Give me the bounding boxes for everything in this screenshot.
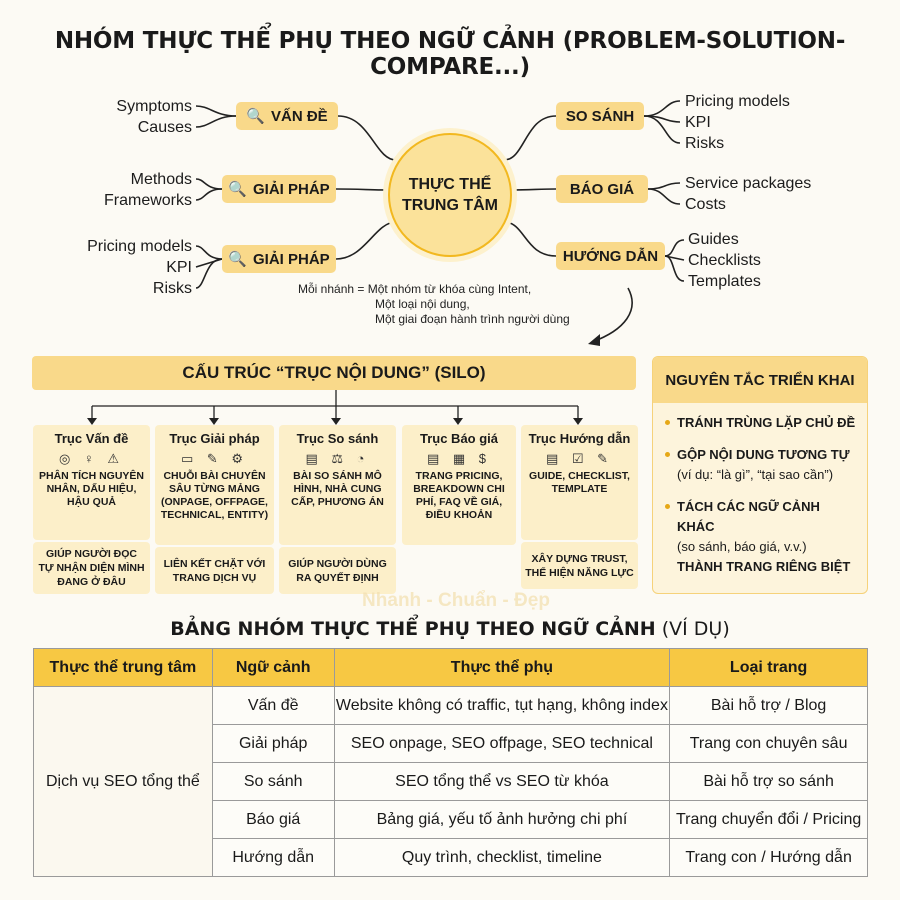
branch-compare — [556, 102, 644, 130]
silo-column-title: Trục Hướng dẫn — [528, 431, 631, 446]
silo-column-desc: GUIDE, CHECKLIST, TEMPLATE — [529, 470, 630, 495]
leaf-methods: Methods — [130, 171, 192, 188]
silo-column-guide — [521, 425, 638, 540]
page-title: NHÓM THỰC THỂ PHỤ THEO NGỮ CẢNH (PROBLEM-SOLUTION-COMPARE...) — [54, 28, 846, 80]
col-header-sub-entity: Thực thể phụ — [334, 649, 670, 687]
table-row: Hướng dẫn Quy trình, checklist, timeline Trang con / Hướng dẫn — [34, 839, 868, 877]
col-header-page-type: Loại trang — [670, 649, 868, 687]
col-header-central: Thực thể trung tâm — [34, 649, 213, 687]
note-line-3: Một giai đoạn hành trình người dùng — [375, 312, 570, 326]
branch-pricing-label: BÁO GIÁ — [569, 180, 635, 198]
silo-column-desc: PHÂN TÍCH NGUYÊN NHÂN, DẤU HIỆU, HẬU QUẢ — [38, 470, 144, 508]
branch-solution-2-label: GIẢI PHÁP — [253, 250, 330, 268]
search-icon: 🔍 — [228, 181, 247, 198]
table-title: BẢNG NHÓM THỰC THỂ PHỤ THEO NGỮ CẢNH (VÍ DỤ) — [170, 618, 730, 640]
leaf-pricing-models: Pricing models — [87, 238, 192, 255]
leaf-pricing-models: Pricing models — [685, 93, 790, 110]
leaf-group-solution — [80, 169, 192, 211]
principles-header: NGUYÊN TẮC TRIỂN KHAI — [653, 357, 867, 403]
branch-note — [298, 282, 608, 327]
leaf-group-compare — [685, 91, 825, 154]
leaf-frameworks: Frameworks — [103, 192, 192, 209]
watermark-slogan: Nhanh - Chuẩn - Đẹp — [362, 590, 550, 611]
principles-panel — [652, 356, 868, 594]
silo-column-icons: ▤ ⚖ ◔ — [305, 451, 370, 466]
silo-column-title: Trục So sánh — [296, 431, 379, 446]
context-table — [33, 648, 868, 877]
leaf-guides: Guides — [688, 231, 739, 248]
leaf-group-solution-2 — [60, 236, 192, 299]
leaf-costs: Costs — [685, 196, 726, 213]
search-icon: 🔍 — [246, 108, 265, 125]
silo-column-desc: BÀI SO SÁNH MÔ HÌNH, NHÀ CUNG CẤP, PHƯƠNG ÁN — [291, 470, 384, 508]
silo-header-label: CẤU TRÚC “TRỤC NỘI DUNG” (SILO) — [182, 363, 486, 382]
silo-column-guide-bottom: XÂY DỰNG TRUST, THỂ HIỆN NĂNG LỰC — [521, 542, 638, 589]
leaf-templates: Templates — [688, 273, 761, 290]
branch-problem — [236, 102, 338, 130]
central-entity-node — [388, 133, 512, 257]
leaf-group-pricing — [685, 173, 835, 215]
branch-pricing — [556, 175, 648, 203]
branch-solution-label: GIẢI PHÁP — [253, 180, 330, 198]
leaf-checklists: Checklists — [688, 252, 761, 269]
note-line-2: Một loại nội dung, — [375, 297, 470, 311]
silo-column-compare — [279, 425, 396, 545]
branch-problem-label: VẤN ĐỀ — [271, 107, 328, 125]
silo-column-solution-bottom: LIÊN KẾT CHẶT VỚI TRANG DỊCH VỤ — [155, 547, 274, 594]
branch-guide-label: HƯỚNG DẪN — [562, 247, 659, 265]
silo-connectors — [0, 385, 650, 430]
silo-column-problem-bottom: GIÚP NGƯỜI ĐỌC TỰ NHẬN DIỆN MÌNH ĐANG Ở ĐÂU — [33, 542, 150, 594]
branch-compare-label: SO SÁNH — [565, 107, 635, 125]
silo-column-title: Trục Giải pháp — [169, 431, 260, 446]
silo-column-icons: ▭ ✎ ⚙ — [180, 451, 249, 466]
central-entity-cell: Dịch vụ SEO tổng thể — [34, 687, 213, 877]
leaf-group-problem — [90, 96, 192, 138]
silo-column-pricing — [402, 425, 516, 545]
note-line-1: Mỗi nhánh = Một nhóm từ khóa cùng Intent, — [298, 282, 532, 296]
table-row: Giải pháp SEO onpage, SEO offpage, SEO technical Trang con chuyên sâu — [34, 725, 868, 763]
leaf-symptoms: Symptoms — [116, 98, 192, 115]
principle-item: GỘP NỘI DUNG TƯƠNG TỰ (ví dụ: “là gì”, “tại sao cần”) — [665, 445, 859, 485]
principle-item: TÁCH CÁC NGỮ CẢNH KHÁC (so sánh, báo giá, v.v.) THÀNH TRANG RIÊNG BIỆT — [665, 497, 859, 577]
silo-column-desc: CHUỖI BÀI CHUYÊN SÂU TỪNG MẢNG (ONPAGE, OFFPAGE, TECHNICAL, ENTITY) — [160, 470, 269, 521]
silo-column-title: Trục Vấn đề — [54, 431, 129, 446]
leaf-service-packages: Service packages — [685, 175, 812, 192]
branch-solution — [222, 175, 336, 203]
silo-column-icons: ▤ ☑ ✎ — [545, 451, 614, 466]
principles-list — [653, 403, 867, 577]
leaf-causes: Causes — [137, 119, 192, 136]
leaf-risks: Risks — [152, 280, 192, 297]
branch-guide — [556, 242, 665, 270]
col-header-context: Ngữ cảnh — [212, 649, 334, 687]
branch-solution-2 — [222, 245, 336, 273]
leaf-kpi: KPI — [166, 259, 192, 276]
principle-item: TRÁNH TRÙNG LẶP CHỦ ĐỀ — [665, 413, 859, 433]
leaf-kpi: KPI — [685, 114, 711, 131]
silo-column-desc: TRANG PRICING, BREAKDOWN CHI PHÍ, FAQ VỀ GIÁ, ĐIỀU KHOẢN — [413, 470, 505, 521]
central-entity-label: THỰC THỂ TRUNG TÂM — [402, 176, 498, 214]
search-icon: 🔍 — [228, 251, 247, 268]
leaf-group-guide — [688, 229, 808, 292]
silo-column-icons: ▤ ▦ $ — [426, 451, 492, 466]
silo-column-solution — [155, 425, 274, 545]
table-row: Dịch vụ SEO tổng thể Vấn đề Website không có traffic, tụt hạng, không index Bài hỗ trợ / Blog — [34, 687, 868, 725]
leaf-risks: Risks — [685, 135, 725, 152]
silo-column-problem — [33, 425, 150, 540]
silo-column-icons: ◎ ♀ ⚠ — [59, 451, 124, 466]
table-row: Báo giá Bảng giá, yếu tố ảnh hưởng chi phí Trang chuyển đổi / Pricing — [34, 801, 868, 839]
silo-column-title: Trục Báo giá — [419, 431, 499, 446]
table-row: So sánh SEO tổng thể vs SEO từ khóa Bài hỗ trợ so sánh — [34, 763, 868, 801]
silo-column-compare-bottom: GIÚP NGƯỜI DÙNG RA QUYẾT ĐỊNH — [279, 547, 396, 594]
table-header-row — [34, 649, 868, 687]
